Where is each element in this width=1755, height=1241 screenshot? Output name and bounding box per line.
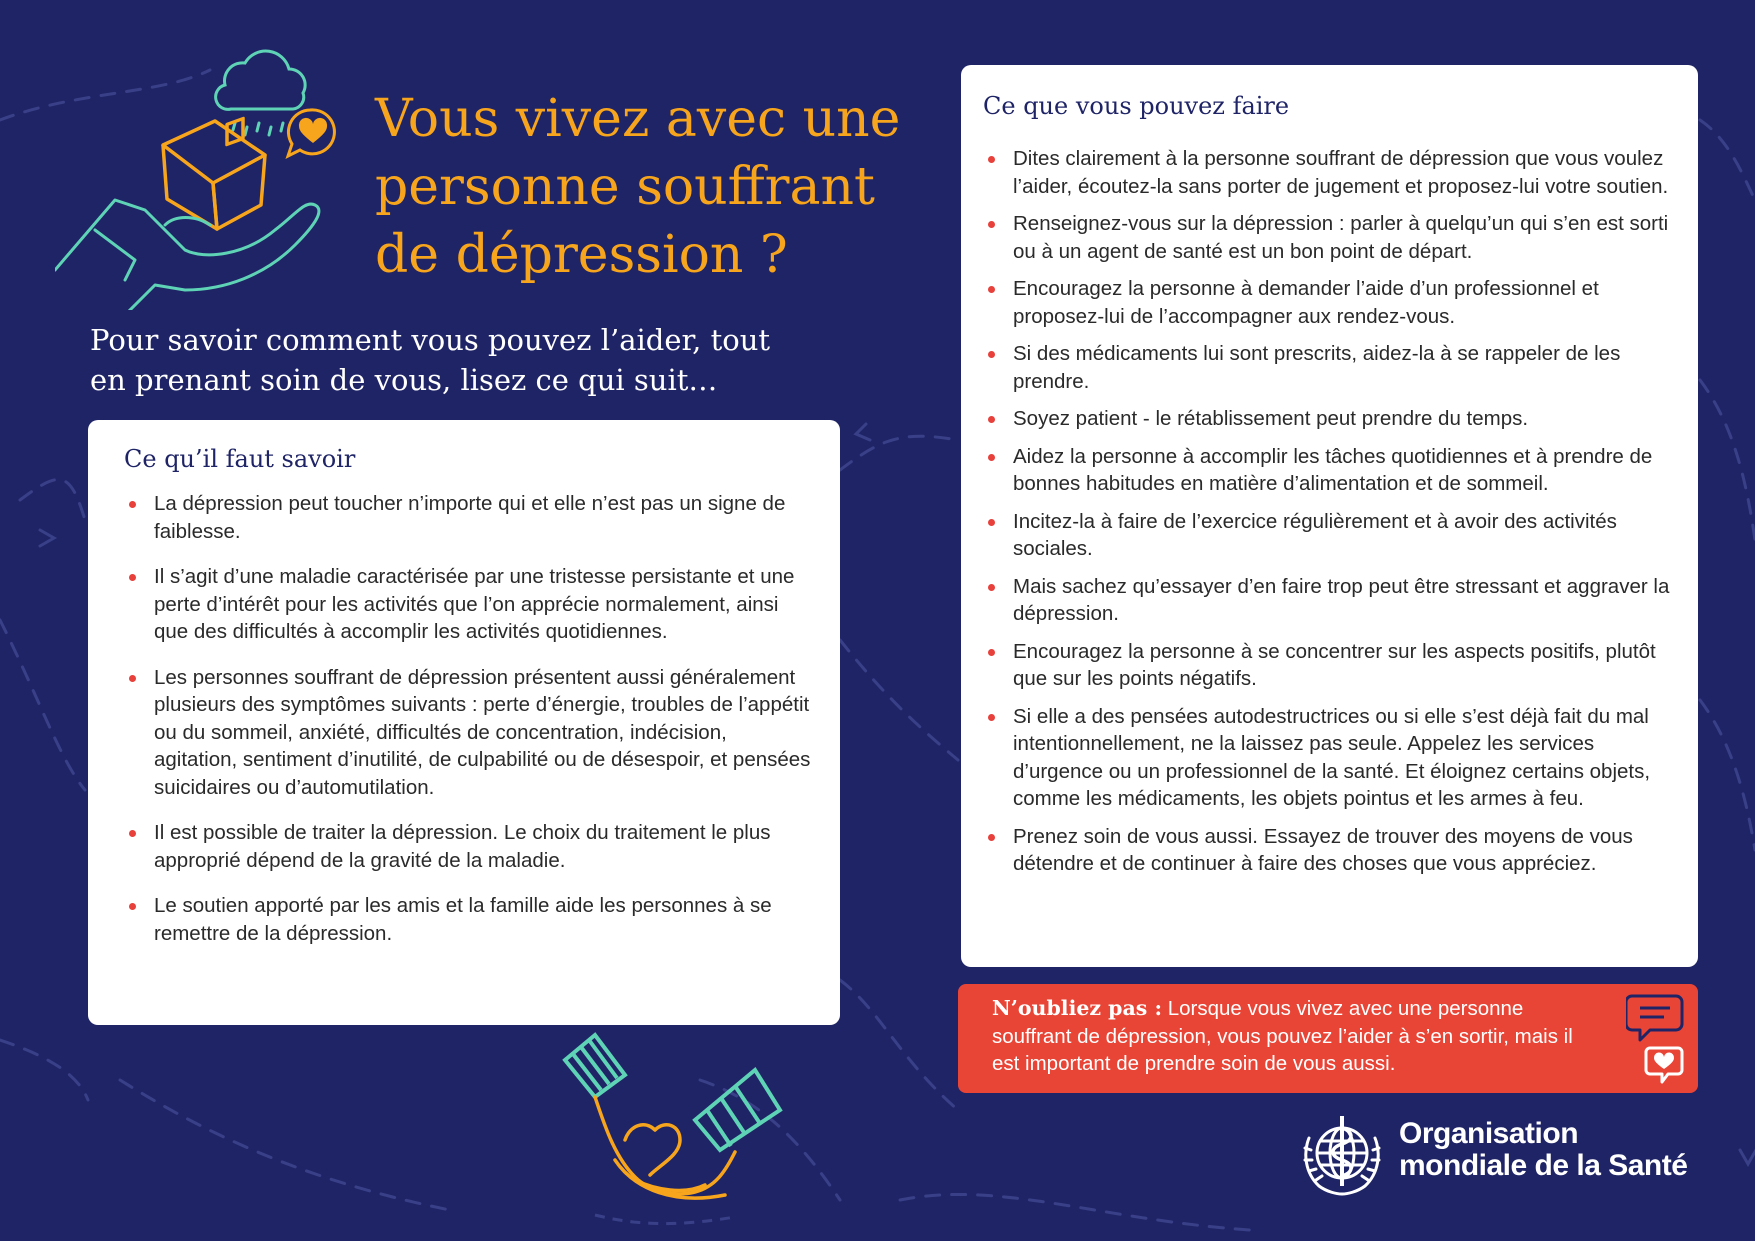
list-item — [124, 892, 812, 947]
list-item-text: Encouragez la personne à demander l’aide d’un professionnel et proposez-lui de l’accompagner aux rendez-vous. — [1013, 277, 1599, 328]
list-item — [983, 573, 1672, 628]
bullet-dot-icon — [129, 501, 136, 508]
bullet-dot-icon — [129, 830, 136, 837]
list-item-text: La dépression peut toucher n’importe qui et elle n’est pas un signe de faiblesse. — [154, 492, 786, 543]
facts-card — [88, 420, 840, 1025]
bullet-dot-icon — [988, 454, 995, 461]
actions-list — [983, 145, 1672, 878]
list-item — [983, 210, 1672, 265]
list-item-text: Il est possible de traiter la dépression. Le choix du traitement le plus approprié dépend de la gravité de la maladie. — [154, 821, 771, 872]
list-item-text: Soyez patient - le rétablissement peut prendre du temps. — [1013, 407, 1529, 430]
list-item-text: Il s’agit d’une maladie caractérisée par une tristesse persistante et une perte d’intérêt pour les activités que l’on apprécie normalement, ainsi que des difficultés à accomplir les activités quotidiennes. — [154, 565, 795, 643]
bullet-dot-icon — [988, 156, 995, 163]
bullet-dot-icon — [988, 649, 995, 656]
list-item-text: Incitez-la à faire de l’exercice régulièrement et à avoir des activités sociales. — [1013, 509, 1617, 560]
subtitle-line: en prenant soin de vous, lisez ce qui suit… — [90, 363, 718, 397]
list-item — [124, 664, 812, 802]
list-item — [983, 638, 1672, 693]
actions-heading: Ce que vous pouvez faire — [983, 92, 1290, 120]
facts-list — [124, 490, 812, 947]
bullet-dot-icon — [988, 714, 995, 721]
list-item-text: Si elle a des pensées autodestructrices ou si elle s’est déjà fait du mal intentionnellement, ne la laissez pas seule. Appelez les services d’urgence ou un professionnel de la santé. Et éloignez certains objets, comme les médicaments, les objets pointus et les armes à feu. — [1013, 704, 1651, 810]
list-item — [983, 703, 1672, 813]
list-item-text: Mais sachez qu’essayer d’en faire trop peut être stressant et aggraver la dépression. — [1013, 574, 1670, 625]
list-item — [983, 823, 1672, 878]
list-item — [983, 508, 1672, 563]
list-item-text: Prenez soin de vous aussi. Essayez de trouver des moyens de vous détendre et de continuer à faire des choses que vous appréciez. — [1013, 824, 1633, 875]
title-line: Vous vivez avec une — [375, 89, 901, 149]
list-item — [124, 563, 812, 646]
bullet-dot-icon — [988, 351, 995, 358]
page-subtitle — [90, 320, 870, 400]
list-item — [983, 145, 1672, 200]
chat-bubble-icon — [1626, 988, 1686, 1088]
bullet-dot-icon — [988, 519, 995, 526]
bullet-dot-icon — [988, 416, 995, 423]
list-item — [983, 275, 1672, 330]
list-item — [983, 340, 1672, 395]
bullet-dot-icon — [988, 834, 995, 841]
actions-card — [961, 65, 1698, 967]
title-line: de dépression ? — [375, 225, 788, 285]
reminder-text: Lorsque vous vivez avec une personne souffrant de dépression, vous pouvez l’aider à s’en sortir, mais il est important de prendre soin de vous aussi. — [992, 997, 1573, 1075]
list-item — [983, 405, 1672, 433]
bullet-dot-icon — [129, 903, 136, 910]
heart-speech-bubble-icon — [288, 110, 334, 156]
bullet-dot-icon — [988, 286, 995, 293]
list-item — [983, 443, 1672, 498]
reminder-label: N’oubliez pas : — [992, 996, 1163, 1020]
who-name-line: Organisation — [1399, 1117, 1579, 1150]
list-item-text: Aidez la personne à accomplir les tâches quotidiennes et à prendre de bonnes habitudes en matière d’alimentation et de sommeil. — [1013, 444, 1653, 495]
list-item-text: Renseignez-vous sur la dépression : parler à quelqu’un qui s’en est sorti ou à un agent de santé est un bon point de départ. — [1013, 212, 1669, 263]
who-name-line: mondiale de la Santé — [1399, 1149, 1688, 1182]
reminder-box — [958, 984, 1698, 1093]
list-item-text: Les personnes souffrant de dépression présentent aussi généralement plusieurs des symptômes suivants : perte d’énergie, troubles de l’appétit ou du sommeil, anxiété, difficultés de concentration, indécision, agitation, sentiment d’inutilité, de culpabilité ou de désespoir, et pensées suicidaires ou d’automutilation. — [154, 665, 811, 799]
subtitle-line: Pour savoir comment vous pouvez l’aider, tout — [90, 323, 771, 357]
list-item-text: Dites clairement à la personne souffrant de dépression que vous voulez l’aider, écoutez-la sans porter de jugement et proposez-lui votre soutien. — [1013, 147, 1669, 198]
list-item-text: Si des médicaments lui sont prescrits, aidez-la à se rappeler de les prendre. — [1013, 342, 1621, 393]
bullet-dot-icon — [988, 584, 995, 591]
list-item-text: Encouragez la personne à se concentrer sur les aspects positifs, plutôt que sur les points négatifs. — [1013, 639, 1656, 690]
list-item — [124, 819, 812, 874]
bullet-dot-icon — [988, 221, 995, 228]
list-item — [124, 490, 812, 545]
house-in-hand-icon — [55, 35, 365, 310]
holding-hands-icon — [555, 1030, 795, 1230]
list-item-text: Le soutien apporté par les amis et la famille aide les personnes à se remettre de la dépression. — [154, 894, 772, 945]
bullet-dot-icon — [129, 675, 136, 682]
page-title — [375, 85, 955, 289]
who-emblem-icon — [1297, 1108, 1387, 1198]
who-name — [1399, 1118, 1687, 1182]
title-line: personne souffrant — [375, 157, 875, 217]
facts-heading: Ce qu’il faut savoir — [124, 445, 356, 473]
bullet-dot-icon — [129, 574, 136, 581]
